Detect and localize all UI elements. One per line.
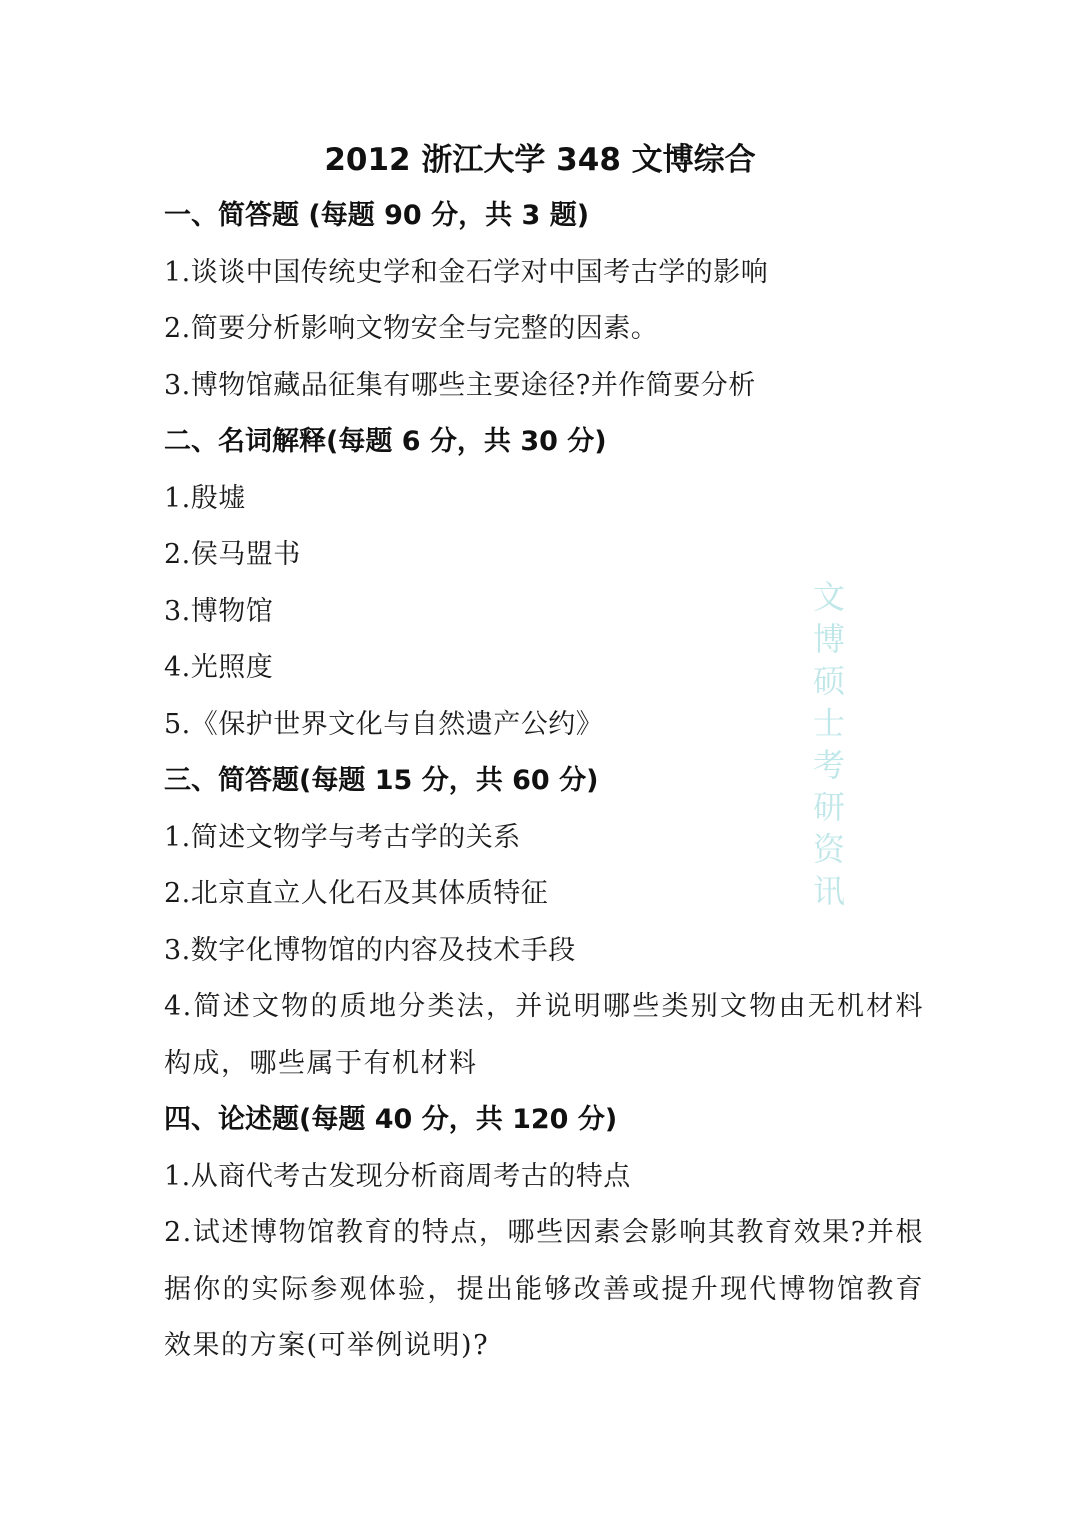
question-item: 3.数字化博物馆的内容及技术手段	[164, 934, 576, 966]
question-item: 5.《保护世界文化与自然遗产公约》	[164, 708, 604, 740]
section-heading: 二、名词解释(每题 6 分，共 30 分)	[164, 426, 607, 457]
question-item: 4.光照度	[164, 652, 274, 683]
question-item: 1.殷墟	[164, 482, 246, 514]
question-item: 2.试述博物馆教育的特点，哪些因素会影响其教育效果?并根据你的实际参观体验，提出能够改善或提升现代博物馆教育效果的方案(可举例说明)?	[164, 1217, 924, 1361]
question-item: 2.北京直立人化石及其体质特征	[164, 878, 549, 909]
section-1	[164, 188, 924, 414]
page-title: 2012 浙江大学 348 文博综合	[324, 142, 756, 178]
question-item: 3.博物馆	[164, 595, 274, 627]
section-4	[164, 1092, 924, 1375]
question-item: 1.简述文物学与考古学的关系	[164, 821, 521, 853]
section-heading: 三、简答题(每题 15 分，共 60 分)	[164, 765, 599, 796]
question-item: 2.简要分析影响文物安全与完整的因素。	[164, 313, 659, 344]
question-item: 3.博物馆藏品征集有哪些主要途径?并作简要分析	[164, 369, 756, 401]
question-item: 1.从商代考古发现分析商周考古的特点	[164, 1160, 631, 1192]
section-heading: 一、简答题 (每题 90 分，共 3 题)	[164, 200, 590, 231]
question-item: 4.简述文物的质地分类法，并说明哪些类别文物由无机材料构成，哪些属于有机材料	[164, 991, 924, 1079]
question-item: 1.谈谈中国传统史学和金石学对中国考古学的影响	[164, 256, 769, 288]
question-item: 2.侯马盟书	[164, 539, 301, 570]
watermark-text: 文博硕士考研资讯	[808, 580, 846, 916]
section-heading: 四、论述题(每题 40 分，共 120 分)	[164, 1104, 618, 1135]
